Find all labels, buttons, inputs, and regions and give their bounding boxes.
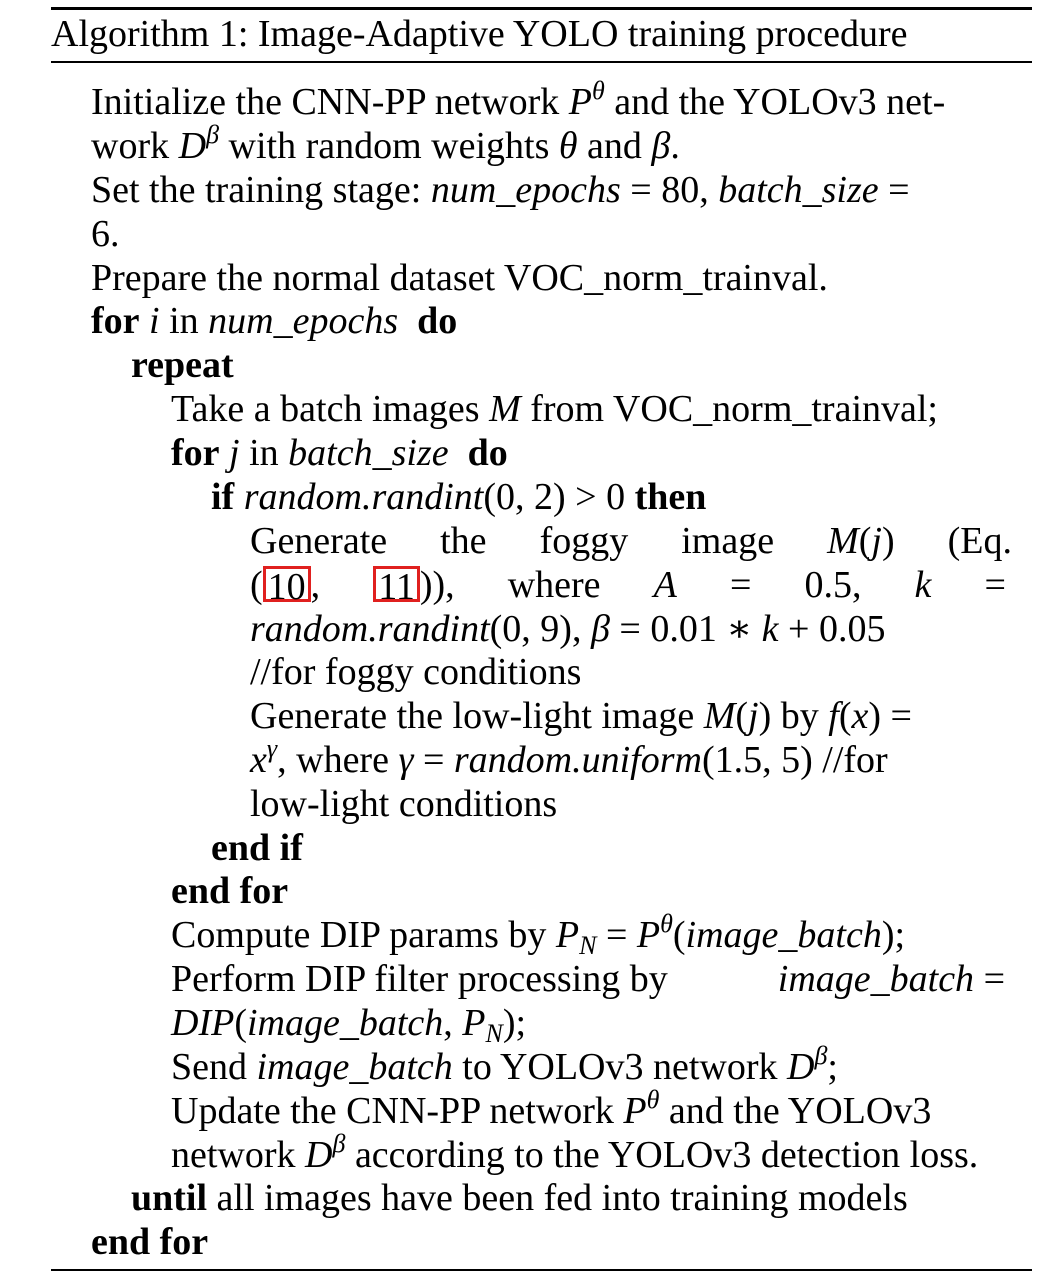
algo-line-10-if: if random.randint(0, 2) > 0 then [211,476,707,518]
bottom-rule [51,1269,1032,1271]
algo-line-8: Take a batch images M from VOC_norm_trainval; [171,388,938,430]
keyword-do: do [467,432,508,474]
algo-line-24: Update the CNN-PP network $P^\theta$ and the YOLOv3 [171,1085,932,1132]
keyword-for: for [91,300,140,342]
algo-line-23: Send image_batch to YOLOv3 network $D^\beta$; [171,1041,838,1088]
algo-line-17: low-light conditions [250,783,558,825]
algo-line-9-for: for j in batch_size do [171,432,508,474]
algo-line-6-for: for i in num_epochs do [91,300,458,342]
keyword-do: do [417,300,458,342]
keyword-until: until [131,1177,208,1219]
algo-line-19-end-for [171,869,288,913]
algo-line-21: Perform DIP filter processing by image_batch = [171,958,1005,1000]
top-rule [51,7,1032,10]
algo-line-27-end-for [91,1220,208,1264]
algo-line-20: Compute DIP params by $P_N$ = $P^\theta(image\_batch)$; [171,909,906,960]
title-rule [51,61,1032,63]
algo-line-14-comment: //for foggy conditions [250,651,582,693]
algorithm-title: Algorithm 1: Image-Adaptive YOLO training procedure [51,13,908,55]
algo-line-4: 6. [91,213,120,255]
algo-line-11: Generate the foggy image M(j) (Eq. [250,520,1012,562]
keyword-repeat: repeat [131,344,234,386]
keyword-then: then [634,476,707,518]
keyword-end-for: end for [171,870,289,912]
algo-line-25: network $D^\beta$ according to the YOLOv3 detection loss. [171,1129,979,1176]
algo-line-5: Prepare the normal dataset VOC_norm_trainval. [91,257,828,299]
algo-line-22: DIP(image_batch, $P_N$); [171,1002,527,1048]
algo-line-2: work $D^\beta$ with random weights θ and β. [91,120,680,167]
citation-ref-11[interactable]: 11 [373,566,420,602]
algo-line-3: Set the training stage: num_epochs = 80, batch_size = [91,169,910,211]
algo-line-13: random.randint(0, 9), β = 0.01 ∗ k + 0.05 [250,608,886,650]
algo-line-1: Initialize the CNN-PP network $P^\theta$ and the YOLOv3 net- [91,76,946,123]
citation-ref-10[interactable]: 10 [263,566,311,602]
algo-line-12: ( 10 , 11 )), where A = 0.5, k = [250,564,1006,608]
keyword-if: if [211,476,235,518]
algo-line-18-end-if [211,826,303,870]
keyword-for: for [171,432,220,474]
algo-line-7-repeat [131,343,234,387]
algo-line-26-until: until all images have been fed into training models [131,1177,908,1219]
algo-line-15: Generate the low-light image M(j) by f(x) = [250,695,912,737]
keyword-end-if: end if [211,827,303,869]
keyword-end-for: end for [91,1221,209,1263]
algo-line-16: $x^\gamma$, where γ = random.uniform(1.5, 5) //for [250,734,888,781]
